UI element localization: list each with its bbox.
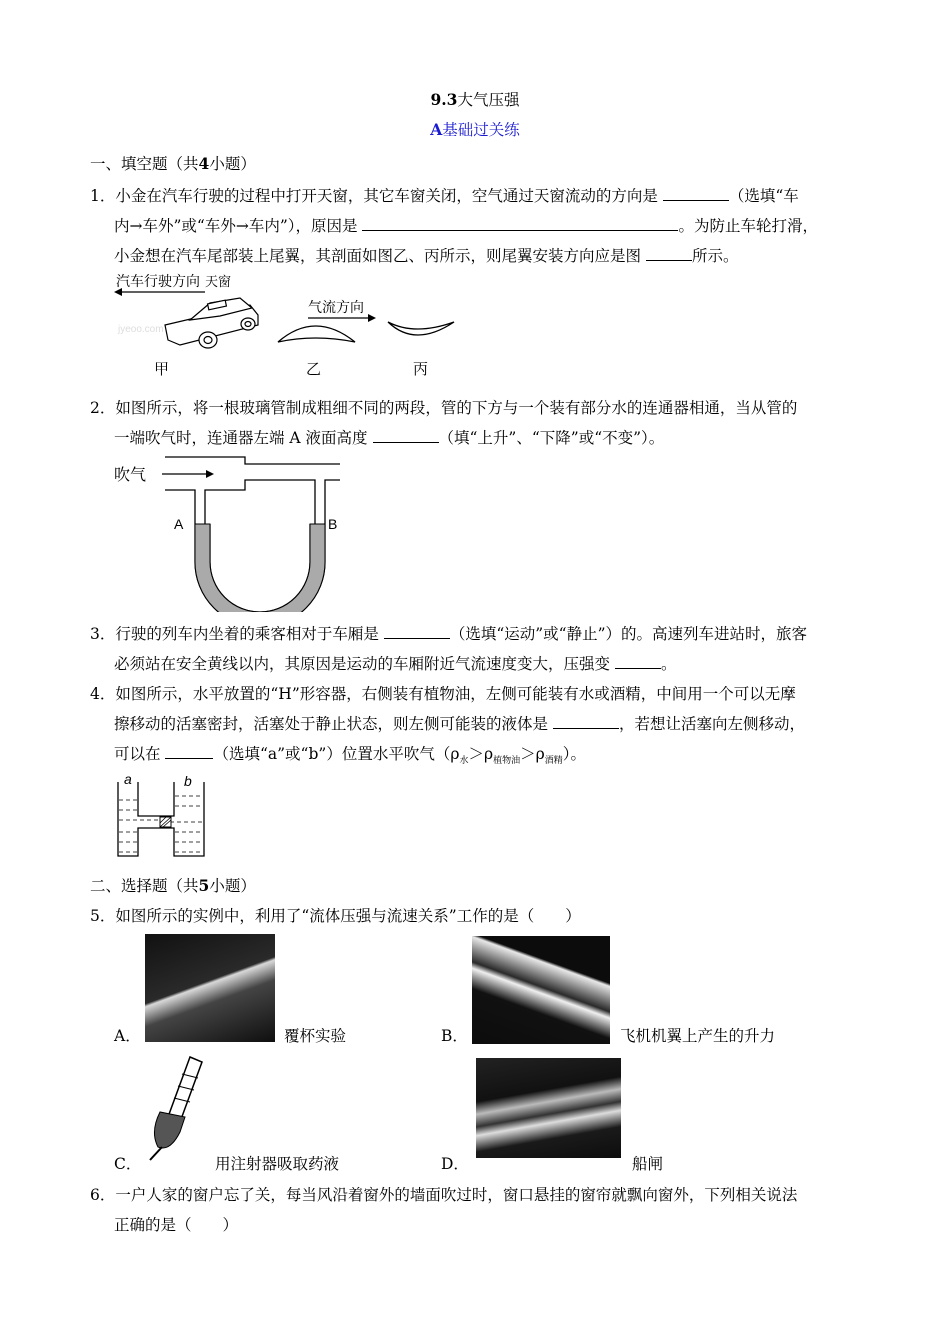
question-number: 3． bbox=[90, 625, 116, 643]
arrow-head-icon bbox=[114, 288, 122, 296]
q6-line1: 6．一户人家的窗户忘了关，每当风沿着窗外的墙面吹过时，窗口悬挂的窗帘就飘向窗外，下列相关说法 bbox=[90, 1186, 798, 1204]
q4-line3: 可以在 （选填“a”或“b”）位置水平吹气$(\rho_水>\rho_{植物油}>\rho_{酒精})$。 bbox=[114, 745, 586, 767]
blow-label: 吹气 bbox=[114, 467, 147, 484]
figure-label-yi: 乙 bbox=[306, 361, 322, 378]
airflow-label: 气流方向 bbox=[308, 299, 364, 315]
figure-label-bing: 丙 bbox=[413, 361, 429, 378]
label-a: A bbox=[174, 516, 184, 532]
question-number: 5． bbox=[90, 907, 116, 925]
wing-shape-yi bbox=[278, 326, 355, 342]
q1-blank3[interactable] bbox=[646, 246, 692, 261]
q5-stem: 5．如图所示的实例中，利用了“流体压强与流速关系”工作的是（ ） bbox=[90, 907, 581, 925]
option-b[interactable]: B． bbox=[441, 1027, 468, 1045]
option-c[interactable]: C． bbox=[114, 1155, 142, 1173]
q4-blank2[interactable] bbox=[165, 744, 213, 759]
option-d-image bbox=[476, 1058, 621, 1158]
q1-blank2[interactable] bbox=[362, 216, 678, 231]
q3-line1: 3．行驶的列车内坐着的乘客相对于车厢是 （选填“运动”或“静止”）的。高速列车进站时，旅客 bbox=[90, 625, 808, 643]
sunroof-label: 天窗 bbox=[205, 274, 232, 289]
option-b-image bbox=[472, 936, 610, 1044]
q2-line2: 一端吹气时，连通器左端 A 液面高度 （填“上升”、“下降”或“不变”）。 bbox=[114, 429, 665, 447]
option-b-text: 飞机机翼上产生的升力 bbox=[620, 1027, 776, 1045]
q2-line1: 2．如图所示，将一根玻璃管制成粗细不同的两段，管的下方与一个装有部分水的连通器相通，当从管的 bbox=[90, 399, 798, 417]
q4-line1: 4．如图所示，水平放置的“H”形容器，右侧装有植物油，左侧可能装有水或酒精，中间用一个可以无摩 bbox=[90, 685, 796, 703]
q4-blank1[interactable] bbox=[553, 714, 619, 729]
title-number: 9.3 bbox=[430, 90, 458, 109]
q2-figure bbox=[110, 452, 350, 612]
q4-line2: 擦移动的活塞密封，活塞处于静止状态，则左侧可能装的液体是 ，若想让活塞向左侧移动， bbox=[114, 715, 805, 733]
option-c-text: 用注射器吸取药液 bbox=[215, 1155, 340, 1173]
q1-figure bbox=[110, 270, 470, 385]
q2-blank[interactable] bbox=[373, 428, 439, 443]
option-a-image bbox=[145, 934, 275, 1042]
arrow-head-icon bbox=[206, 470, 214, 478]
label-a: a bbox=[124, 771, 132, 787]
q1-line2: 内→车外”或“车外→车内”），原因是 。为防止车轮打滑， bbox=[114, 217, 818, 235]
glass-pipe bbox=[165, 457, 340, 524]
question-number: 2． bbox=[90, 399, 116, 417]
option-a-text: 覆杯实验 bbox=[284, 1027, 347, 1045]
q1-line3: 小金想在汽车尾部装上尾翼，其剖面如图乙、丙所示，则尾翼安装方向应是图 所示。 bbox=[114, 247, 739, 265]
subtitle-letter: A bbox=[430, 120, 443, 139]
question-number: 1． bbox=[90, 187, 116, 205]
title-text: 大气压强 bbox=[457, 91, 520, 109]
q1-line1: 1．小金在汽车行驶的过程中打开天窗，其它车窗关闭，空气通过天窗流动的方向是 （选填“车 bbox=[90, 187, 799, 205]
question-number: 4． bbox=[90, 685, 116, 703]
page-subtitle bbox=[0, 118, 950, 140]
wing-shape-bing bbox=[388, 322, 454, 335]
water-fill bbox=[195, 524, 325, 612]
section-heading-choice: 二、选择题（共5小题） bbox=[90, 876, 256, 895]
arrow-head-icon bbox=[368, 314, 376, 322]
car-direction-label: 汽车行驶方向 bbox=[116, 273, 200, 289]
q3-blank2[interactable] bbox=[615, 654, 661, 669]
page-title bbox=[0, 88, 950, 110]
option-d-text: 船闸 bbox=[632, 1155, 664, 1173]
option-d[interactable]: D． bbox=[441, 1155, 469, 1173]
label-b: B bbox=[328, 516, 338, 532]
figure-label-jia: 甲 bbox=[154, 361, 170, 378]
watermark: jyeoo.com bbox=[118, 324, 164, 335]
section-heading-fill: 一、填空题（共4小题） bbox=[90, 154, 256, 173]
car-drawing bbox=[165, 298, 258, 348]
question-number: 6． bbox=[90, 1186, 116, 1204]
option-a[interactable]: A． bbox=[114, 1027, 141, 1045]
label-b: b bbox=[184, 773, 192, 789]
q6-line2: 正确的是（ ） bbox=[114, 1216, 239, 1234]
q3-blank1[interactable] bbox=[384, 624, 450, 639]
q1-blank1[interactable] bbox=[663, 186, 729, 201]
q4-figure bbox=[110, 770, 210, 860]
q3-line2: 必须站在安全黄线以内，其原因是运动的车厢附近气流速度变大，压强变 。 bbox=[114, 655, 677, 673]
subtitle-text: 基础过关练 bbox=[442, 121, 520, 139]
option-c-image bbox=[140, 1052, 220, 1162]
